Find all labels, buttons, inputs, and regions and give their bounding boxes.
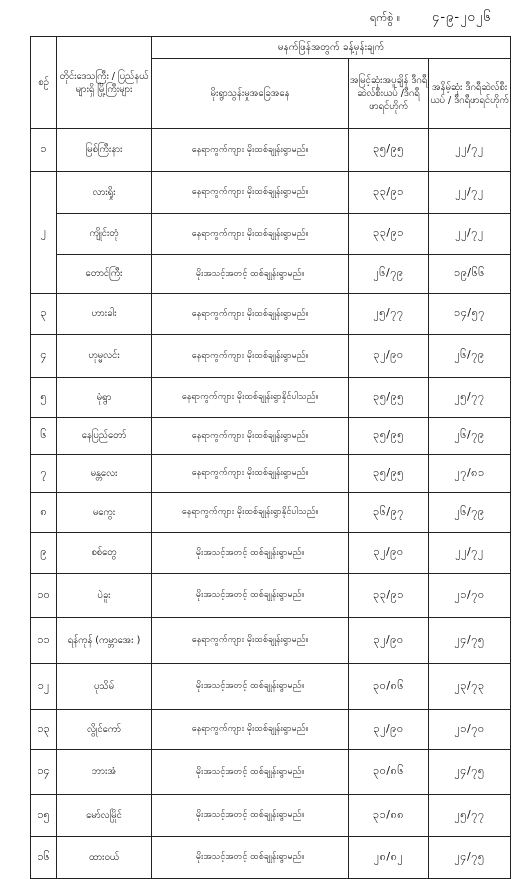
row-number: ၈ [31,493,57,533]
table-row [31,255,511,294]
table-row [31,335,511,378]
city-name: ပုသိမ် [57,664,152,710]
header-no: စဉ် [31,37,57,129]
city-name: ထားဝယ် [57,837,152,879]
max-temp: ၃၀/၈၆ [349,664,429,710]
table-row [31,172,511,214]
max-temp: ၃၂/၉၀ [349,335,429,378]
min-temp: ၂၆/၇၉ [429,418,511,455]
table-row [31,418,511,455]
min-temp: ၂၇/၈၁ [429,455,511,493]
rain-condition: မိုးအသင့်အတင့် ထစ်ချုန်းရွာမည်။ [152,664,349,710]
row-number: ၂ [31,172,57,294]
max-temp: ၂၆/၇၉ [349,255,429,294]
table-row [31,574,511,618]
rain-condition: နေရာကွက်ကျား မိုးထစ်ချုန်းရွာမည်။ [152,335,349,378]
header-max-temp: အမြင့်ဆုံးအပူချိန် ဒီဂရီဆဲလ်စီးယပ် /ဒီဂရီဖာရင်ဟိုက် [349,59,429,129]
rain-condition: နေရာကွက်ကျား မိုးထစ်ချုန်းရွာနိုင်ပါသည်။ [152,378,349,418]
city-name: ပဲခူး [57,574,152,618]
max-temp: ၃၆/၉၇ [349,493,429,533]
min-temp: ၂၁/၇၀ [429,574,511,618]
city-name: လားရှိုး [57,172,152,214]
city-name: ရန်ကုန် (ကမ္ဘာအေး ) [57,618,152,664]
table-row [31,294,511,335]
city-name: မန္တလေး [57,455,152,493]
city-name: မော်လမြိုင် [57,795,152,837]
max-temp: ၃၅/၉၅ [349,455,429,493]
header-city: တိုင်းဒေသကြီး / ပြည်နယ်များရှိ မြို့ကြီးများ [57,37,152,129]
city-name: နေပြည်တော် [57,418,152,455]
header-condition: မိုးရွာသွန်းမှုအခြေအနေ [152,59,349,129]
row-number: ၁၀ [31,574,57,618]
city-name: တောင်ကြီး [57,255,152,294]
city-name: မုံရွာ [57,378,152,418]
row-number: ၁၄ [31,750,57,795]
max-temp: ၃၃/၉၁ [349,172,429,214]
rain-condition: မိုးအသင့်အတင့် ထစ်ချုန်းရွာမည်။ [152,574,349,618]
max-temp: ၂၈/၈၂ [349,837,429,879]
table-row [31,837,511,879]
row-number: ၅ [31,378,57,418]
row-number: ၁၅ [31,795,57,837]
min-temp: ၂၄/၇၅ [429,750,511,795]
min-temp: ၂၆/၇၉ [429,493,511,533]
rain-condition: မိုးအသင့်အတင့် ထစ်ချုန်းရွာမည်။ [152,795,349,837]
row-number: ၁၆ [31,837,57,879]
min-temp: ၂၄/၇၅ [429,837,511,879]
min-temp: ၁၄/၅၇ [429,294,511,335]
min-temp: ၂၅/၇၇ [429,795,511,837]
table-row [31,493,511,533]
min-temp: ၂၅/၇၇ [429,378,511,418]
row-number: ၇ [31,455,57,493]
max-temp: ၃၂/၉၀ [349,618,429,664]
min-temp: ၂၆/၇၉ [429,335,511,378]
rain-condition: နေရာကွက်ကျား မိုးထစ်ချုန်းရွာမည်။ [152,172,349,214]
table-row [31,378,511,418]
rain-condition: မိုးအသင့်အတင့် ထစ်ချုန်းရွာမည်။ [152,533,349,574]
row-number: ၄ [31,335,57,378]
max-temp: ၃၂/၉၀ [349,710,429,750]
min-temp: ၂၂/၇၂ [429,214,511,255]
date-value: ၄-၉-၂၀၂၆ [432,10,492,25]
table-row [31,750,511,795]
row-number: ၉ [31,533,57,574]
min-temp: ၂၂/၇၂ [429,533,511,574]
rain-condition: နေရာကွက်ကျား မိုးထစ်ချုန်းရွာမည်။ [152,710,349,750]
date-line [360,7,510,29]
row-number: ၁ [31,129,57,172]
rain-condition: မိုးအသင့်အတင့် ထစ်ချုန်းရွာမည်။ [152,837,349,879]
table-row [31,129,511,172]
min-temp: ၂၁/၇၀ [429,710,511,750]
city-name: စစ်တွေ [57,533,152,574]
max-temp: ၂၅/၇၇ [349,294,429,335]
row-number: ၁၁ [31,618,57,664]
min-temp: ၂၂/၇၂ [429,172,511,214]
max-temp: ၃၅/၉၅ [349,378,429,418]
rain-condition: နေရာကွက်ကျား မိုးထစ်ချုန်းရွာမည်။ [152,618,349,664]
table-header [31,37,511,129]
row-number: ၃ [31,294,57,335]
max-temp: ၃၁/၈၈ [349,795,429,837]
city-name: လွိုင်ကော် [57,710,152,750]
city-name: မြစ်ကြီးနား [57,129,152,172]
forecast-table [30,36,511,879]
row-number: ၁၂ [31,664,57,710]
rain-condition: နေရာကွက်ကျား မိုးထစ်ချုန်းရွာမည်။ [152,294,349,335]
min-temp: ၁၉/၆၆ [429,255,511,294]
max-temp: ၃၅/၉၅ [349,418,429,455]
table-row [31,664,511,710]
header-group: မနက်ဖြန်အတွက် ခန့်မှန်းချက် [152,37,511,59]
row-number: ၁၃ [31,710,57,750]
rain-condition: နေရာကွက်ကျား မိုးထစ်ချုန်းရွာမည်။ [152,214,349,255]
rain-condition: နေရာကွက်ကျား မိုးထစ်ချုန်းရွာမည်။ [152,418,349,455]
city-name: ဘားအံ [57,750,152,795]
rain-condition: နေရာကွက်ကျား မိုးထစ်ချုန်းရွာနိုင်ပါသည်။ [152,493,349,533]
max-temp: ၃၃/၉၁ [349,214,429,255]
table-row [31,214,511,255]
min-temp: ၂၂/၇၂ [429,129,511,172]
max-temp: ၃၃/၉၁ [349,574,429,618]
table-row [31,710,511,750]
table-row [31,455,511,493]
city-name: ဟုမ္မလင်း [57,335,152,378]
min-temp: ၂၄/၇၅ [429,618,511,664]
table-row [31,618,511,664]
rain-condition: နေရာကွက်ကျား မိုးထစ်ချုန်းရွာမည်။ [152,455,349,493]
table-row [31,795,511,837]
max-temp: ၃၅/၉၅ [349,129,429,172]
rain-condition: မိုးအသင့်အတင့် ထစ်ချုန်းရွာမည်။ [152,750,349,795]
city-name: ဟားခါး [57,294,152,335]
max-temp: ၃၂/၉၀ [349,533,429,574]
city-name: မကွေး [57,493,152,533]
table-row [31,533,511,574]
rain-condition: နေရာကွက်ကျား မိုးထစ်ချုန်းရွာမည်။ [152,129,349,172]
header-min-temp: အနိမ့်ဆုံး ဒီဂရီဆဲလ်စီးယပ် / ဒီဂရီဖာရင်ဟိုက် [429,59,511,129]
date-label: ရက်စွဲ ။ [370,11,401,24]
city-name: ကျိုင်းတုံ [57,214,152,255]
rain-condition: မိုးအသင့်အတင့် ထစ်ချုန်းရွာမည်။ [152,255,349,294]
min-temp: ၂၃/၇၃ [429,664,511,710]
max-temp: ၃၀/၈၆ [349,750,429,795]
row-number: ၆ [31,418,57,455]
